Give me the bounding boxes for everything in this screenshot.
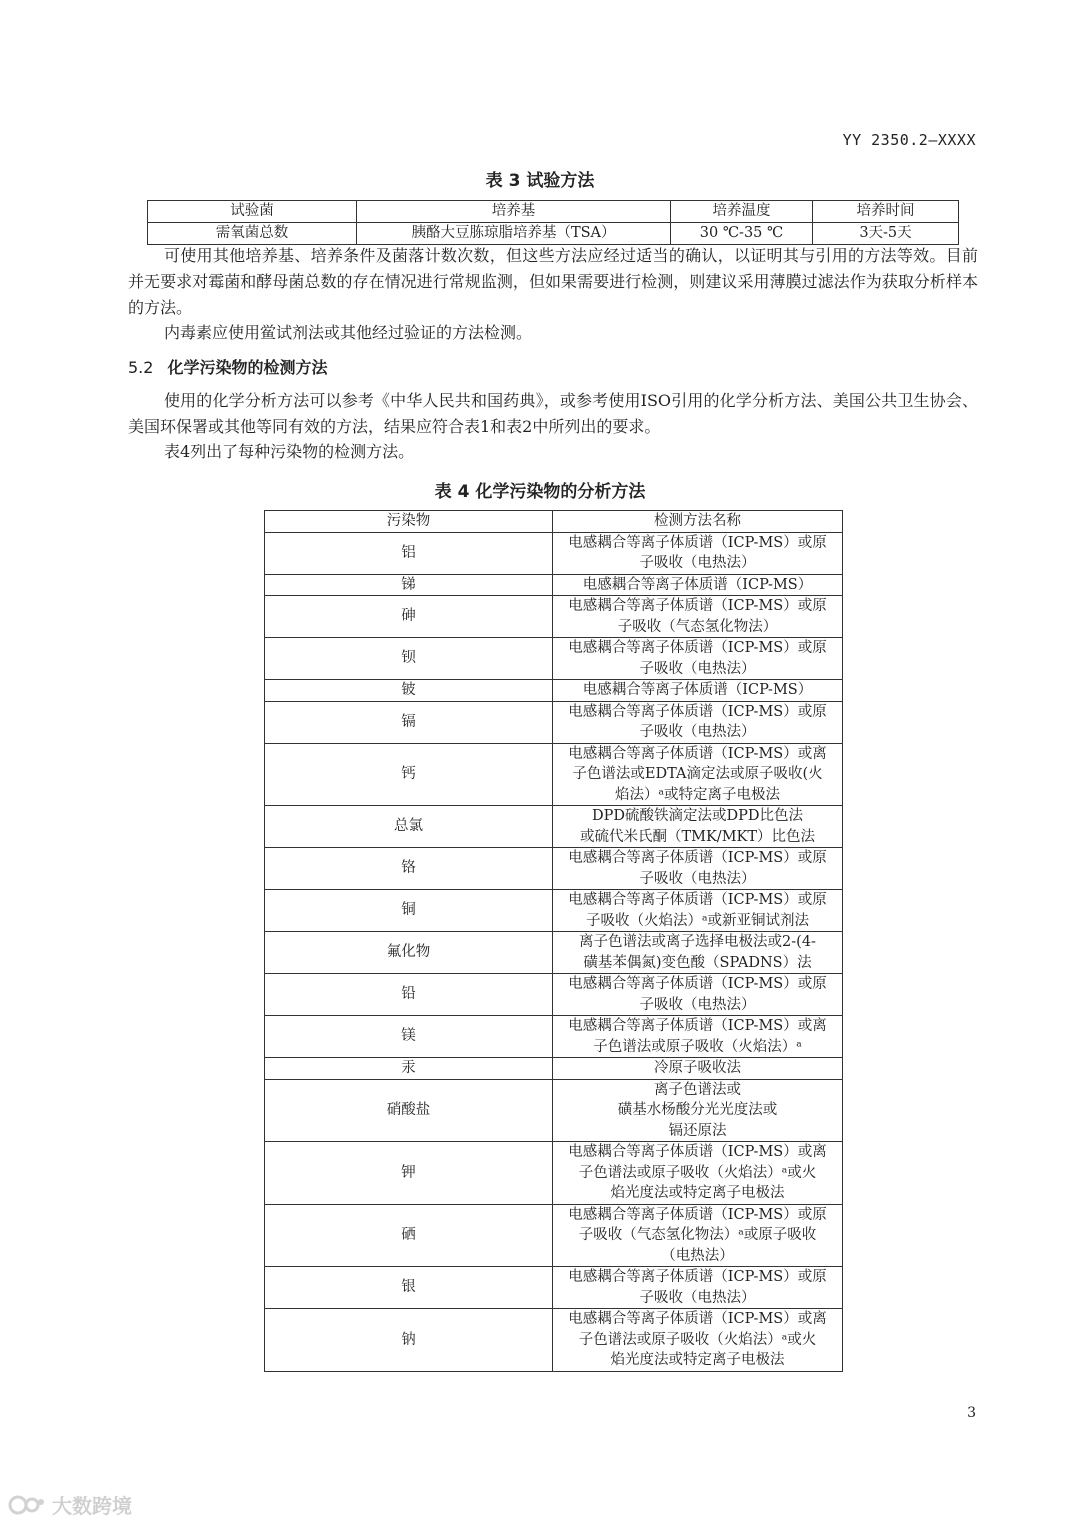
method-line: 电感耦合等离子体质谱（ICP-MS） xyxy=(582,682,813,698)
table-row xyxy=(265,1016,843,1058)
pollutant-cell: 铅 xyxy=(265,974,553,1016)
table-row xyxy=(265,932,843,974)
method-line: 子吸收（电热法） xyxy=(639,870,756,887)
method-line: 焰法）ᵃ或特定离子电极法 xyxy=(614,786,781,803)
header-cell: 试验菌 xyxy=(148,201,357,223)
table-row xyxy=(265,638,843,680)
watermark-text: 大数跨境 xyxy=(52,1494,132,1518)
method-line: 子色谱法或EDTA滴定法或原子吸收(火 xyxy=(572,766,823,782)
method-line: 子色谱法或原子吸收（火焰法）ᵃ或火 xyxy=(578,1164,817,1181)
method-line: 子吸收（电热法） xyxy=(639,724,756,740)
method-line: 焰光度法或特定离子电极法 xyxy=(610,1185,785,1201)
table-row xyxy=(265,1142,843,1205)
method-line: （电热法） xyxy=(661,1247,734,1264)
pollutant-cell: 氟化物 xyxy=(265,932,553,974)
method-line: 电感耦合等离子体质谱（ICP-MS） xyxy=(582,576,813,593)
table-row xyxy=(265,1267,843,1309)
method-cell xyxy=(553,932,843,974)
test-method-table xyxy=(147,200,959,245)
table-cell: 3天-5天 xyxy=(813,223,959,245)
method-cell xyxy=(553,890,843,932)
method-cell xyxy=(553,1204,843,1267)
pollutant-cell: 砷 xyxy=(265,596,553,638)
pollutant-cell: 铜 xyxy=(265,890,553,932)
method-cell xyxy=(553,680,843,702)
section-heading xyxy=(128,355,327,378)
pollutant-cell: 银 xyxy=(265,1267,553,1309)
pollutant-cell: 铝 xyxy=(265,532,553,574)
table3-caption: 表 3 试验方法 xyxy=(485,171,595,191)
method-line: 电感耦合等离子体质谱（ICP-MS）或离 xyxy=(568,745,827,762)
section-number: 5.2 xyxy=(128,358,154,377)
method-line: 子吸收（气态氢化物法）ᵃ或原子吸收 xyxy=(578,1227,817,1243)
section-title: 化学污染物的检测方法 xyxy=(167,358,328,377)
method-cell xyxy=(553,974,843,1016)
logo-icon xyxy=(8,1493,46,1517)
method-cell xyxy=(553,1058,843,1080)
method-cell xyxy=(553,701,843,743)
paragraph-culture-methods: 可使用其他培养基、培养条件及菌落计数次数，但这些方法应经过适当的确认，以证明其与引用的方法等效。目前并无要求对霉菌和酵母菌总数的存在情况进行常规监测，但如果需要进行检测，则建议采用薄膜过滤法作为获取分析样本的方法。 xyxy=(128,246,978,317)
table-row xyxy=(148,223,959,245)
pollutant-cell: 钠 xyxy=(265,1309,553,1372)
table-row xyxy=(265,743,843,806)
method-cell xyxy=(553,1016,843,1058)
method-cell xyxy=(553,1267,843,1309)
method-line: 电感耦合等离子体质谱（ICP-MS）或原 xyxy=(568,598,827,614)
method-cell xyxy=(553,1142,843,1205)
header-cell: 培养温度 xyxy=(671,201,813,223)
pollutant-cell: 镁 xyxy=(265,1016,553,1058)
pollutant-cell: 汞 xyxy=(265,1058,553,1080)
header-cell: 污染物 xyxy=(265,511,553,533)
table-row xyxy=(265,680,843,702)
method-line: 子色谱法或原子吸收（火焰法）ᵃ或火 xyxy=(578,1331,817,1348)
method-line: 焰光度法或特定离子电极法 xyxy=(610,1352,785,1368)
header-cell: 培养基 xyxy=(357,201,671,223)
method-line: 电感耦合等离子体质谱（ICP-MS）或原 xyxy=(568,703,827,720)
method-line: 或硫代米氏酮（TMK/MKT）比色法 xyxy=(579,828,816,845)
method-line: 离子色谱法或离子选择电极法或2-(4- xyxy=(579,934,816,950)
method-line: 电感耦合等离子体质谱（ICP-MS）或原 xyxy=(568,850,827,866)
pollutant-cell: 钙 xyxy=(265,743,553,806)
table4-caption: 表 4 化学污染物的分析方法 xyxy=(434,482,646,502)
method-line: 子吸收（电热法） xyxy=(639,555,756,571)
table-row xyxy=(265,1079,843,1142)
watermark xyxy=(8,1490,132,1519)
page-number: 3 xyxy=(967,1405,976,1421)
method-cell xyxy=(553,1309,843,1372)
method-line: 电感耦合等离子体质谱（ICP-MS）或原 xyxy=(568,976,827,992)
pollutant-cell: 钾 xyxy=(265,1142,553,1205)
table-header-row xyxy=(265,511,843,533)
pollutant-cell: 铍 xyxy=(265,680,553,702)
table-row xyxy=(265,1204,843,1267)
table-row xyxy=(265,806,843,848)
method-cell xyxy=(553,1079,843,1142)
paragraph-table4-intro: 表4列出了每种污染物的检测方法。 xyxy=(164,442,415,461)
method-line: 离子色谱法或 xyxy=(654,1081,741,1098)
method-line: 电感耦合等离子体质谱（ICP-MS）或原 xyxy=(568,892,827,908)
pollutant-cell: 硒 xyxy=(265,1204,553,1267)
pollutant-cell: 锑 xyxy=(265,574,553,596)
method-line: 磺基苯偶氮)变色酸（SPADNS）法 xyxy=(583,954,812,971)
standard-number: YY 2350.2—XXXX xyxy=(842,131,976,149)
method-cell xyxy=(553,806,843,848)
table-row xyxy=(265,1309,843,1372)
table-row xyxy=(265,574,843,596)
method-line: 电感耦合等离子体质谱（ICP-MS）或离 xyxy=(568,1018,827,1034)
method-line: 镉还原法 xyxy=(668,1122,727,1139)
method-line: 冷原子吸收法 xyxy=(654,1060,741,1076)
table-cell: 30 ℃-35 ℃ xyxy=(671,223,813,245)
method-line: 子吸收（电热法） xyxy=(639,660,756,677)
table-cell: 需氧菌总数 xyxy=(148,223,357,245)
method-line: 电感耦合等离子体质谱（ICP-MS）或原 xyxy=(568,1206,827,1223)
pollutant-cell: 钡 xyxy=(265,638,553,680)
method-line: 子吸收（电热法） xyxy=(639,996,756,1013)
chemical-analysis-table xyxy=(264,510,843,1372)
method-line: 子色谱法或原子吸收（火焰法）ᵃ xyxy=(593,1038,802,1055)
pollutant-cell: 镉 xyxy=(265,701,553,743)
table-row xyxy=(265,701,843,743)
table-cell: 胰酪大豆胨琼脂培养基（TSA） xyxy=(357,223,671,245)
method-line: 子吸收（火焰法）ᵃ或新亚铜试剂法 xyxy=(585,912,810,929)
method-line: 电感耦合等离子体质谱（ICP-MS）或离 xyxy=(568,1144,827,1160)
paragraph-endotoxin: 内毒素应使用鲎试剂法或其他经过验证的方法检测。 xyxy=(164,323,533,342)
method-cell xyxy=(553,574,843,596)
table-row xyxy=(265,532,843,574)
method-line: 电感耦合等离子体质谱（ICP-MS）或离 xyxy=(568,1311,827,1327)
method-cell xyxy=(553,532,843,574)
table-row xyxy=(265,890,843,932)
table-header-row xyxy=(148,201,959,223)
method-line: 电感耦合等离子体质谱（ICP-MS）或原 xyxy=(568,534,827,551)
method-line: 磺基水杨酸分光光度法或 xyxy=(617,1102,778,1118)
header-cell: 检测方法名称 xyxy=(553,511,843,533)
table-row xyxy=(265,974,843,1016)
method-line: 电感耦合等离子体质谱（ICP-MS）或原 xyxy=(568,1269,827,1285)
method-cell xyxy=(553,596,843,638)
table-row xyxy=(265,596,843,638)
pollutant-cell: 铬 xyxy=(265,848,553,890)
method-cell xyxy=(553,743,843,806)
method-line: DPD硫酸铁滴定法或DPD比色法 xyxy=(591,808,803,824)
method-cell xyxy=(553,638,843,680)
pollutant-cell: 总氯 xyxy=(265,806,553,848)
method-line: 子吸收（气态氢化物法） xyxy=(617,618,778,635)
method-cell xyxy=(553,848,843,890)
paragraph-chemical-methods: 使用的化学分析方法可以参考《中华人民共和国药典》，或参考使用ISO引用的化学分析方法、美国公共卫生协会、美国环保署或其他等同有效的方法，结果应符合表1和表2中所列出的要求。 xyxy=(128,391,978,436)
method-line: 子吸收（电热法） xyxy=(639,1289,756,1306)
table-row xyxy=(265,1058,843,1080)
method-line: 电感耦合等离子体质谱（ICP-MS）或原 xyxy=(568,640,827,656)
header-cell: 培养时间 xyxy=(813,201,959,223)
pollutant-cell: 硝酸盐 xyxy=(265,1079,553,1142)
table-row xyxy=(265,848,843,890)
